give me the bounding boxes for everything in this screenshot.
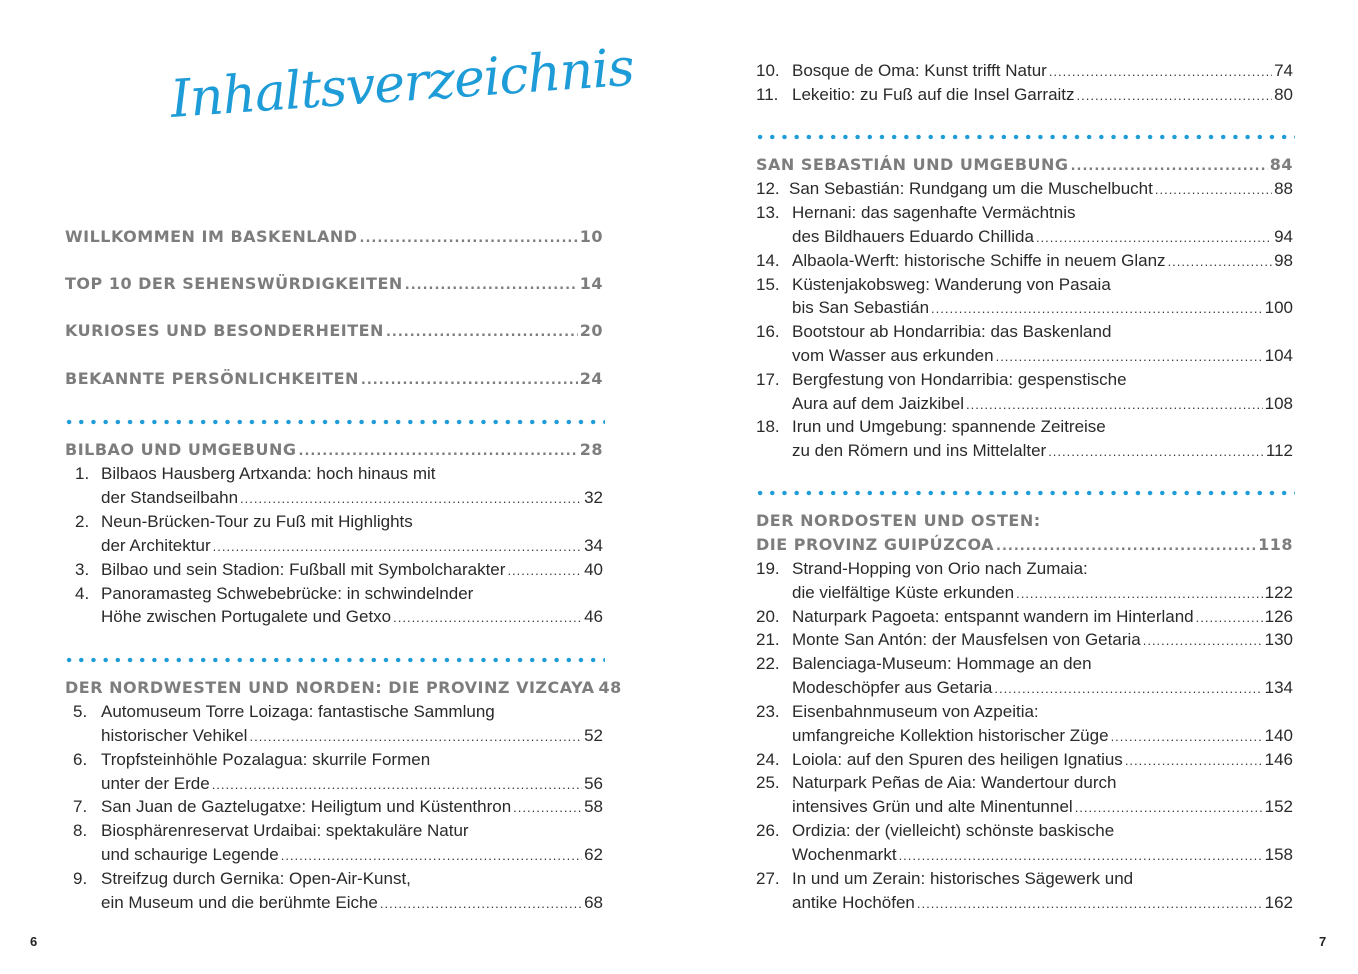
toc-item-continuation[interactable]: Modeschöpfer aus Getaria ..... 134 (756, 676, 1293, 700)
toc-item-line[interactable]: 16. Bootstour ab Hondarribia: das Baskenland (756, 322, 1112, 341)
toc-item-continuation[interactable]: ein Museum und die berühmte Eiche ..... 68 (65, 891, 603, 915)
toc-item-line[interactable]: 7. San Juan de Gaztelugatxe: Heiligtum und Küstenthron ..... 58 (65, 795, 603, 819)
toc-item-line[interactable]: 11. Lekeitio: zu Fuß auf die Insel Garraitz ..... 80 (756, 83, 1293, 107)
toc-item-continuation[interactable]: historischer Vehikel ..... 52 (65, 724, 603, 748)
toc-item-line[interactable]: 1. Bilbaos Hausberg Artxanda: hoch hinaus mit (75, 464, 436, 483)
toc-item-line[interactable]: 13. Hernani: das sagenhafte Vermächtnis (756, 203, 1076, 222)
toc-item-line[interactable]: 21. Monte San Antón: der Mausfelsen von Getaria ..... 130 (756, 628, 1293, 652)
toc-item-line[interactable]: 19. Strand-Hopping von Orio nach Zumaia: (756, 559, 1088, 578)
right-page (679, 0, 1358, 974)
toc-item-line[interactable]: 17. Bergfestung von Hondarribia: gespenstische (756, 370, 1127, 389)
toc-section-bilbao[interactable]: BILBAO UND UMGEBUNG ..... 28 (65, 438, 603, 462)
toc-item-continuation[interactable]: Wochenmarkt ..... 158 (756, 843, 1293, 867)
toc-section-nordosten-heading[interactable]: DER NORDOSTEN UND OSTEN: (756, 511, 1041, 530)
toc-item-line[interactable]: 25. Naturpark Peñas de Aia: Wandertour durch (756, 773, 1117, 792)
toc-item-continuation[interactable]: der Architektur ..... 34 (65, 534, 603, 558)
toc-section-nordwesten[interactable]: DER NORDWESTEN UND NORDEN: DIE PROVINZ VIZCAYA 48 (65, 678, 622, 697)
toc-item-continuation[interactable]: der Standseilbahn ..... 32 (65, 486, 603, 510)
toc-item-line[interactable]: 26. Ordizia: der (vielleicht) schönste baskische (756, 821, 1115, 840)
toc-section-sansebastian[interactable]: SAN SEBASTIÁN UND UMGEBUNG ..... 84 (756, 153, 1293, 177)
toc-item-line[interactable]: 14. Albaola-Werft: historische Schiffe in neuem Glanz ..... 98 (756, 249, 1293, 273)
toc-item-line[interactable]: 18. Irun und Umgebung: spannende Zeitreise (756, 417, 1106, 436)
toc-entry-welcome[interactable]: WILLKOMMEN IM BASKENLAND ..... 10 (65, 225, 603, 249)
toc-item-continuation[interactable]: Höhe zwischen Portugalete und Getxo ..... 46 (65, 605, 603, 629)
toc-item-line[interactable]: 8. Biosphärenreservat Urdaibai: spektakuläre Natur (73, 821, 469, 840)
toc-item-line[interactable]: 4. Panoramasteg Schwebebrücke: in schwindelnder (75, 584, 474, 603)
dotted-divider (63, 656, 605, 664)
toc-item-line[interactable]: 12. San Sebastián: Rundgang um die Muschelbucht ..... 88 (756, 177, 1293, 201)
dotted-divider (754, 489, 1295, 497)
toc-item-line[interactable]: 2. Neun-Brücken-Tour zu Fuß mit Highlights (75, 512, 413, 531)
toc-item-line[interactable]: 22. Balenciaga-Museum: Hommage an den (756, 654, 1092, 673)
toc-item-line[interactable]: 3. Bilbao und sein Stadion: Fußball mit Symbolcharakter ..... 40 (65, 558, 603, 582)
page-number-left: 6 (30, 934, 38, 949)
toc-entry-kurioses[interactable]: KURIOSES UND BESONDERHEITEN ..... 20 (65, 319, 603, 343)
toc-entry-persoenlichkeiten[interactable]: BEKANNTE PERSÖNLICHKEITEN ..... 24 (65, 367, 603, 391)
toc-item-line[interactable]: 23. Eisenbahnmuseum von Azpeitia: (756, 702, 1039, 721)
toc-entry-top10[interactable]: TOP 10 DER SEHENSWÜRDIGKEITEN ..... 14 (65, 272, 603, 296)
toc-item-continuation[interactable]: intensives Grün und alte Minentunnel ..... 152 (756, 795, 1293, 819)
toc-item-line[interactable]: 5. Automuseum Torre Loizaga: fantastische Sammlung (73, 702, 495, 721)
toc-item-line[interactable]: 6. Tropfsteinhöhle Pozalagua: skurrile Formen (73, 750, 431, 769)
toc-item-continuation[interactable]: vom Wasser aus erkunden ..... 104 (756, 344, 1293, 368)
toc-item-line[interactable]: 15. Küstenjakobsweg: Wanderung von Pasaia (756, 275, 1111, 294)
toc-title: Inhaltsverzeichnis (168, 37, 636, 130)
toc-item-continuation[interactable]: die vielfältige Küste erkunden ..... 122 (756, 581, 1293, 605)
toc-item-line[interactable]: 27. In und um Zerain: historisches Sägewerk und (756, 869, 1134, 888)
dotted-divider (754, 133, 1295, 141)
page-number-right: 7 (1319, 934, 1327, 949)
toc-item-continuation[interactable]: des Bildhauers Eduardo Chillida ..... 94 (756, 225, 1293, 249)
toc-item-continuation[interactable]: unter der Erde ..... 56 (65, 772, 603, 796)
toc-item-continuation[interactable]: bis San Sebastián ..... 100 (756, 296, 1293, 320)
toc-section-nordosten[interactable]: DIE PROVINZ GUIPÚZCOA ..... 118 (756, 533, 1293, 557)
toc-item-continuation[interactable]: Aura auf dem Jaizkibel ..... 108 (756, 392, 1293, 416)
toc-item-continuation[interactable]: und schaurige Legende ..... 62 (65, 843, 603, 867)
toc-item-line[interactable]: 20. Naturpark Pagoeta: entspannt wandern im Hinterland ..... 126 (756, 605, 1293, 629)
toc-item-line[interactable]: 9. Streifzug durch Gernika: Open-Air-Kunst, (73, 869, 411, 888)
toc-item-line[interactable]: 24. Loiola: auf den Spuren des heiligen Ignatius ..... 146 (756, 748, 1293, 772)
toc-item-continuation[interactable]: zu den Römern und ins Mittelalter ..... 112 (756, 439, 1293, 463)
toc-item-line[interactable]: 10. Bosque de Oma: Kunst trifft Natur ..... 74 (756, 59, 1293, 83)
toc-item-continuation[interactable]: antike Hochöfen ..... 162 (756, 891, 1293, 915)
dotted-divider (63, 418, 605, 426)
toc-item-continuation[interactable]: umfangreiche Kollektion historischer Züge ..... 140 (756, 724, 1293, 748)
